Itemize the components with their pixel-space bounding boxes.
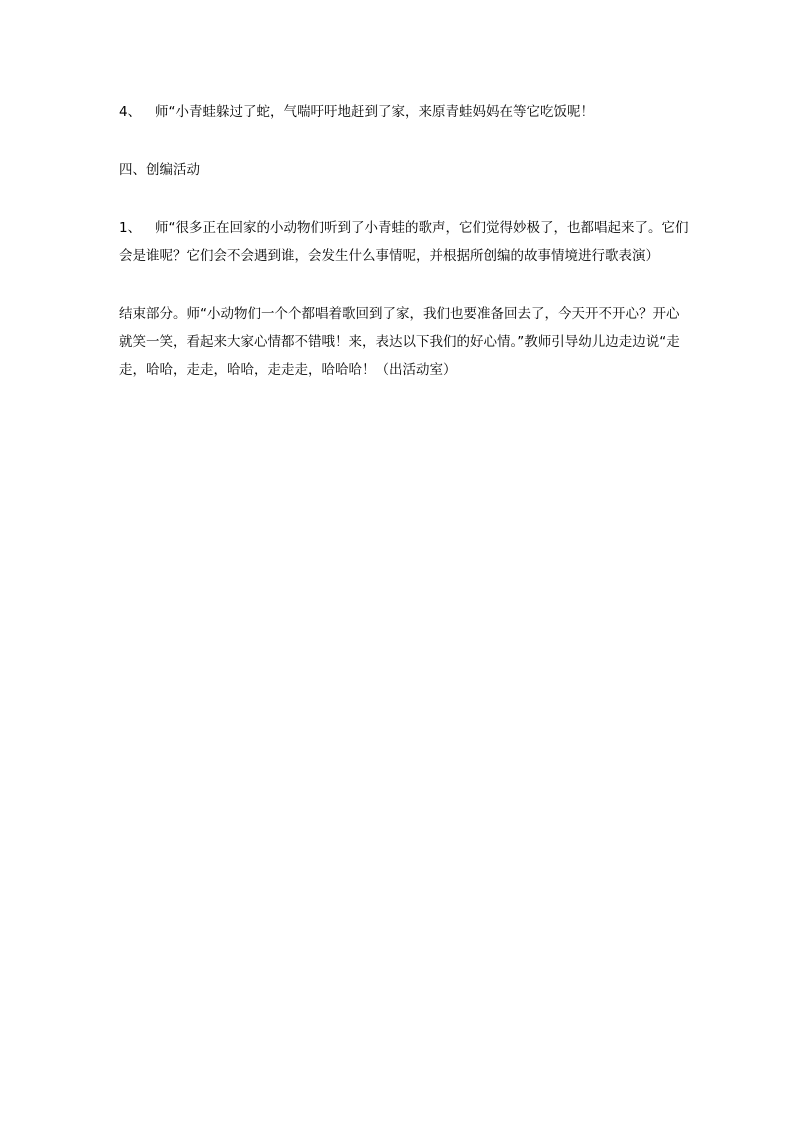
document-body: [119, 98, 689, 384]
paragraph-text: 师“小青蛙躲过了蛇，气喘吁吁地赶到了家，来原青蛙妈妈在等它吃饭呢！: [155, 104, 594, 120]
paragraph-text: 师“很多正在回家的小动物们听到了小青蛙的歌声，它们觉得妙极了，也都唱起来了。它们会是谁呢？它们会不会遇到谁，会发生什么事情呢，并根据所创编的故事情境进行歌表演）: [119, 220, 689, 264]
paragraph-conclusion: 结束部分。师“小动物们一个个都唱着歌回到了家，我们也要准备回去了，今天开不开心？开心就笑一笑，看起来大家心情都不错哦！来，表达以下我们的好心情。”教师引导幼儿边走边说“走走，哈哈，走走，哈哈，走走走，哈哈哈！（出活动室）: [119, 306, 680, 378]
section-heading: 四、创编活动: [119, 162, 200, 178]
list-number: 1、: [119, 220, 142, 236]
list-number: 4、: [119, 104, 142, 120]
paragraph-step-4: [119, 98, 689, 126]
paragraph-step-1: [119, 214, 689, 270]
